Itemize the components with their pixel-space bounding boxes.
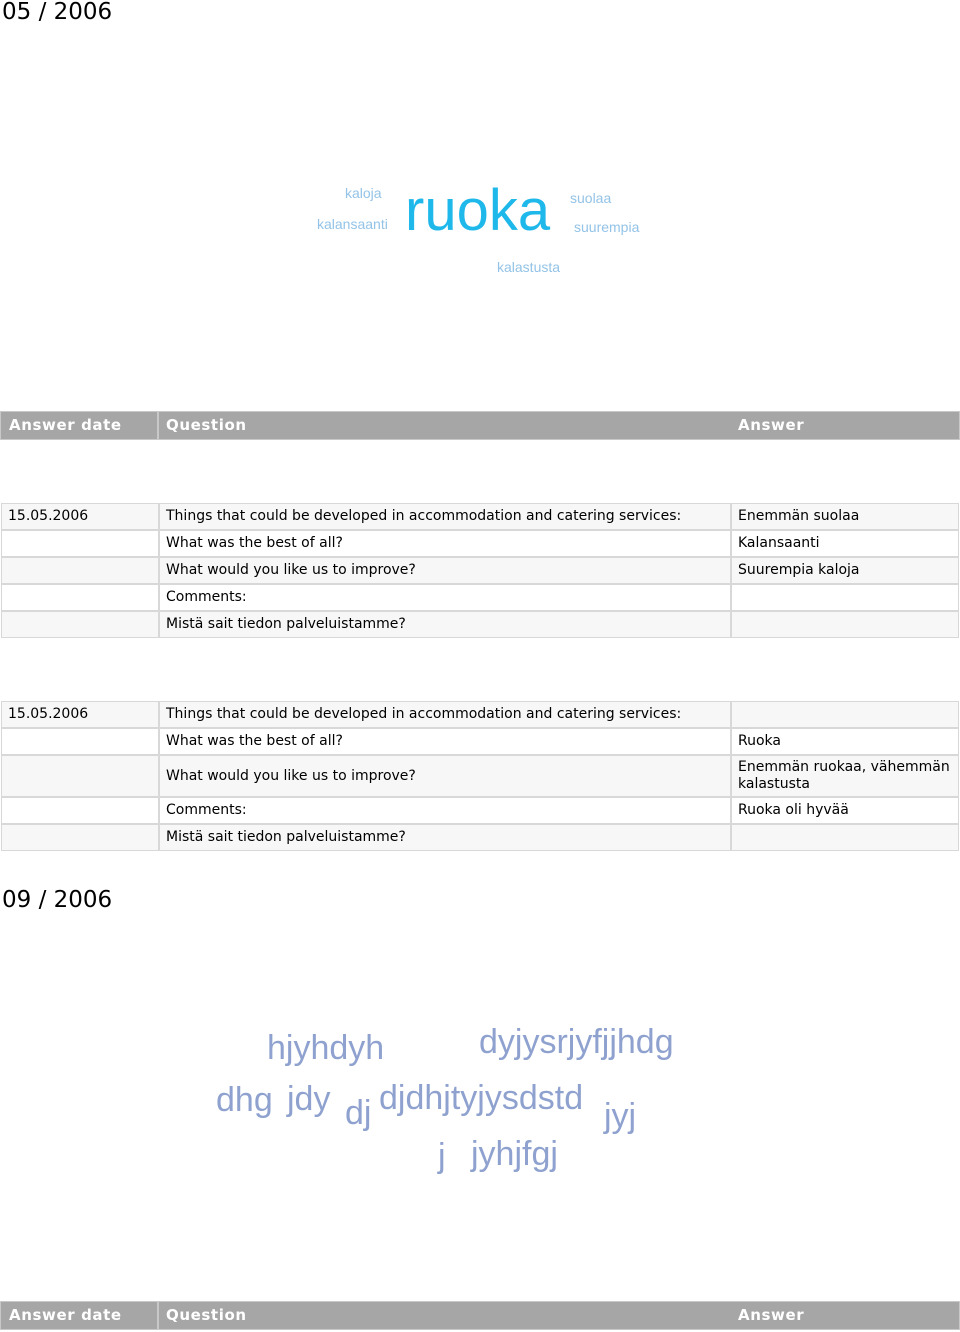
question-cell: Things that could be developed in accommodation and catering services: [159, 503, 731, 530]
table-row [1, 755, 959, 797]
column-header-answer-date: Answer date [9, 416, 122, 434]
answer-cell [731, 584, 959, 611]
cloud-word[interactable]: kaloja [345, 185, 382, 201]
cloud-word[interactable]: ruoka [405, 178, 551, 243]
question-cell: Mistä sait tiedon palveluistamme? [159, 824, 731, 851]
question-cell: Mistä sait tiedon palveluistamme? [159, 611, 731, 638]
answer-date [1, 728, 159, 755]
answer-cell: Enemmän ruokaa, vähemmän kalastusta [731, 755, 959, 797]
answer-date: 15.05.2006 [1, 503, 159, 530]
cloud-word[interactable]: djdhjtyjysdstd [379, 1079, 584, 1117]
table-header [0, 411, 960, 440]
answer-date [1, 824, 159, 851]
answer-cell: Ruoka oli hyvää [731, 797, 959, 824]
cloud-word[interactable]: hjyhdyh [267, 1029, 385, 1067]
cloud-word[interactable]: suolaa [570, 190, 612, 206]
column-header-question: Question [166, 416, 247, 434]
answer-date [1, 584, 159, 611]
cloud-word[interactable]: dyjysrjyfjjhdg [479, 1023, 674, 1061]
table-row [1, 557, 959, 584]
table-row [1, 584, 959, 611]
cloud-word[interactable]: jyj [604, 1097, 637, 1135]
table-row [1, 530, 959, 557]
answer-date [1, 611, 159, 638]
answer-cell: Enemmän suolaa [731, 503, 959, 530]
month-title: 05 / 2006 [2, 0, 113, 25]
cloud-word[interactable]: kalastusta [497, 259, 561, 275]
cloud-word[interactable]: jyhjfgj [471, 1135, 558, 1173]
answer-date [1, 755, 159, 797]
cloud-word[interactable]: dj [345, 1094, 372, 1132]
question-cell: Comments: [159, 797, 731, 824]
month-title: 09 / 2006 [2, 887, 113, 913]
table-row [1, 503, 959, 530]
cloud-word[interactable]: j [438, 1137, 446, 1175]
cloud-word[interactable]: kalansaanti [317, 216, 388, 232]
table-row [1, 728, 959, 755]
answer-cell [731, 824, 959, 851]
answer-cell: Ruoka [731, 728, 959, 755]
table-row [1, 797, 959, 824]
answer-cell: Kalansaanti [731, 530, 959, 557]
answer-date [1, 530, 159, 557]
question-cell: What would you like us to improve? [159, 755, 731, 797]
column-header-answer-date: Answer date [9, 1306, 122, 1324]
answer-date [1, 557, 159, 584]
answer-date: 15.05.2006 [1, 701, 159, 728]
question-cell: What was the best of all? [159, 530, 731, 557]
cloud-word[interactable]: jdy [287, 1080, 331, 1118]
question-cell: Things that could be developed in accommodation and catering services: [159, 701, 731, 728]
table-row [1, 701, 959, 728]
column-header-answer: Answer [738, 1306, 805, 1324]
table-row [1, 611, 959, 638]
answer-date [1, 797, 159, 824]
column-header-question: Question [166, 1306, 247, 1324]
table-row [1, 824, 959, 851]
response-table [1, 701, 959, 851]
table-header [0, 1301, 960, 1330]
answer-cell: Suurempia kaloja [731, 557, 959, 584]
question-cell: What would you like us to improve? [159, 557, 731, 584]
answer-cell [731, 701, 959, 728]
response-table [1, 503, 959, 638]
column-header-answer: Answer [738, 416, 805, 434]
answer-cell [731, 611, 959, 638]
question-cell: Comments: [159, 584, 731, 611]
cloud-word[interactable]: suurempia [574, 219, 640, 235]
cloud-word[interactable]: dhg [216, 1081, 273, 1119]
question-cell: What was the best of all? [159, 728, 731, 755]
